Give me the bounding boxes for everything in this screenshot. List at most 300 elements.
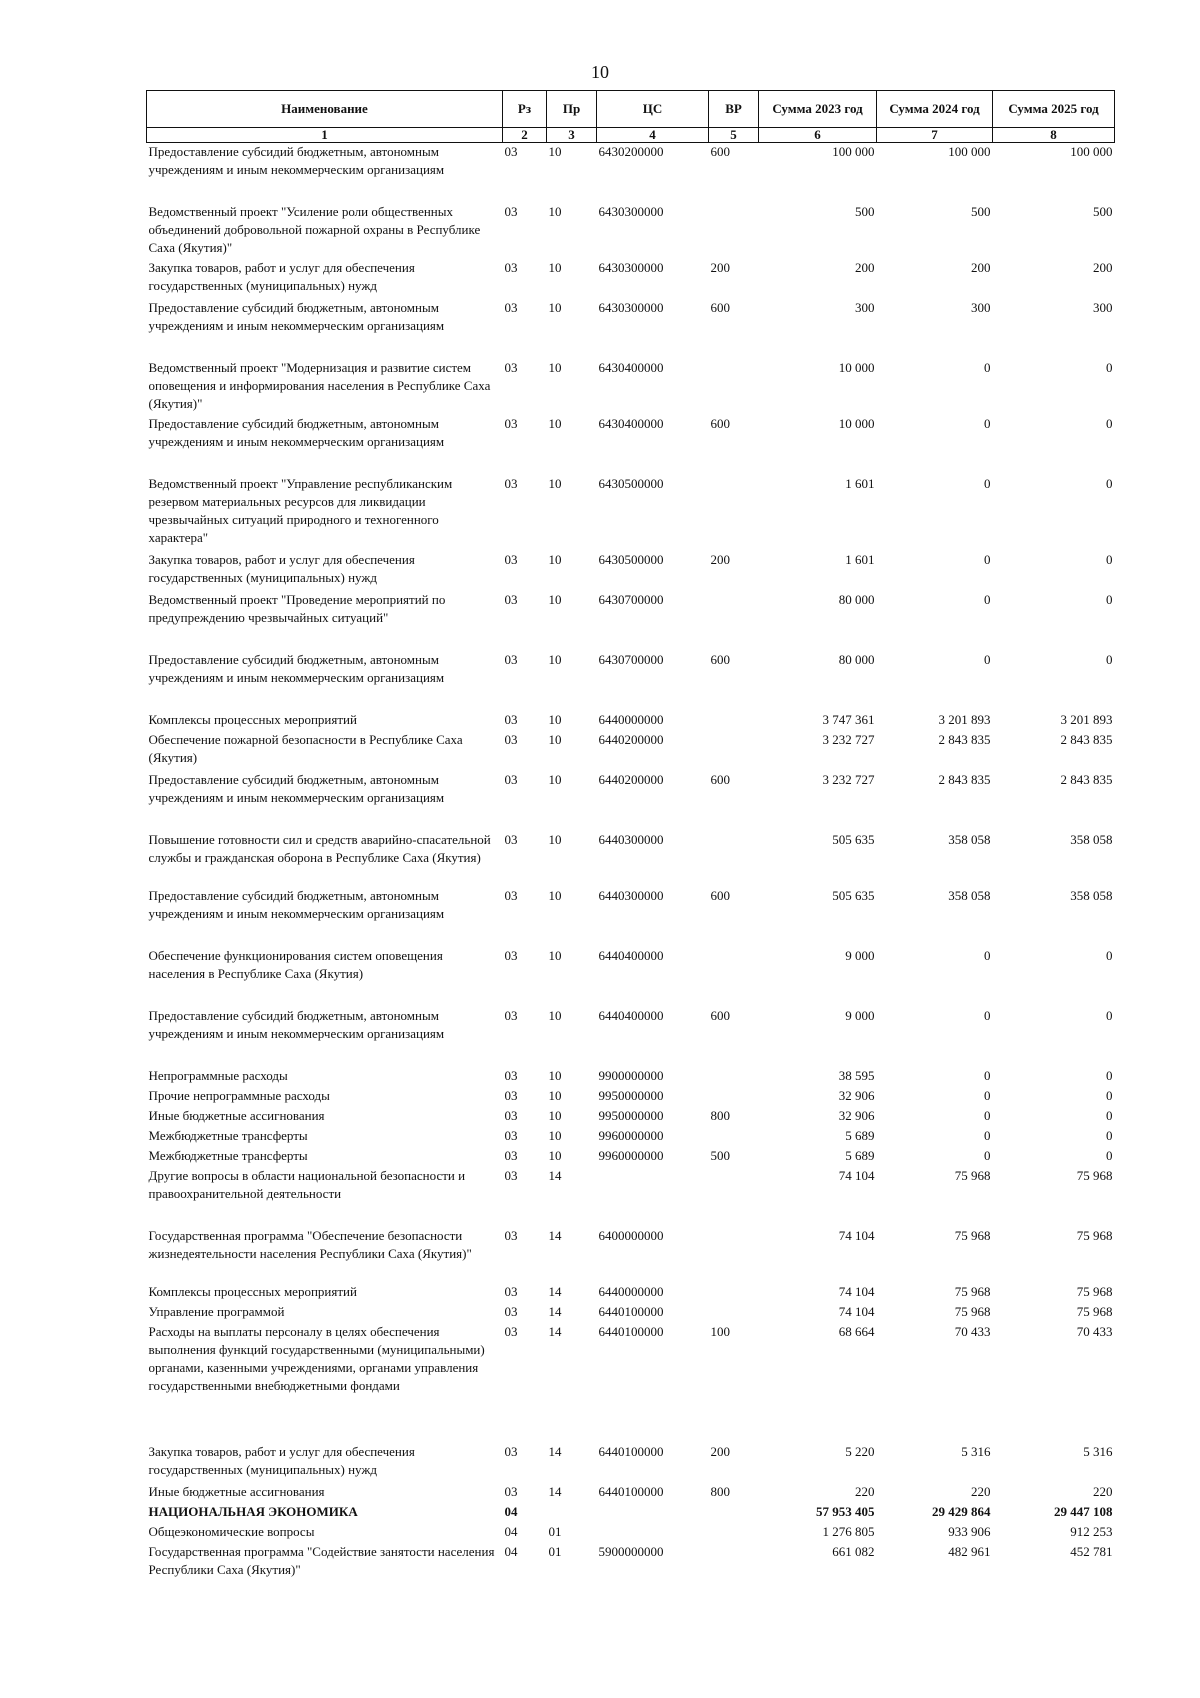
table-row xyxy=(147,831,1115,887)
header-sum-2025: Сумма 2025 год xyxy=(993,91,1115,128)
row-cs: 6430300000 xyxy=(598,259,664,275)
row-sum-2023: 9 000 xyxy=(845,1007,875,1023)
row-sum-2024: 200 xyxy=(971,259,991,275)
row-name: Закупка товаров, работ и услуг для обеспечения государственных (муниципальных) нужд xyxy=(148,1443,415,1477)
row-rz: 03 xyxy=(504,1483,518,1499)
row-name: Непрограммные расходы xyxy=(148,1067,288,1083)
row-sum-2023: 661 082 xyxy=(832,1543,875,1559)
table-row xyxy=(147,947,1115,1007)
row-sum-2024: 29 429 864 xyxy=(932,1503,991,1519)
row-name: Прочие непрограммные расходы xyxy=(148,1087,330,1103)
row-name: Ведомственный проект "Усиление роли общественных объединений добровольной пожарной охраны в Республике Саха (Якутия)" xyxy=(148,203,481,255)
row-sum-2023: 5 689 xyxy=(845,1127,875,1143)
row-sum-2023: 1 601 xyxy=(845,475,875,491)
row-pr: 14 xyxy=(548,1303,562,1319)
row-sum-2024: 70 433 xyxy=(954,1323,991,1339)
row-rz: 03 xyxy=(504,591,518,607)
row-vr xyxy=(709,1127,759,1147)
row-vr: 600 xyxy=(710,299,730,315)
row-vr: 100 xyxy=(710,1323,730,1339)
row-vr xyxy=(709,1503,759,1523)
table-row xyxy=(147,651,1115,711)
row-vr: 600 xyxy=(710,771,730,787)
table-row xyxy=(147,1067,1115,1087)
row-name: Государственная программа "Содействие занятости населения Республики Саха (Якутия)" xyxy=(148,1543,495,1577)
row-sum-2025: 29 447 108 xyxy=(1054,1503,1113,1519)
row-cs: 6440100000 xyxy=(598,1483,664,1499)
row-pr: 10 xyxy=(548,551,562,567)
row-rz: 03 xyxy=(504,1227,518,1243)
row-cs: 6400000000 xyxy=(598,1227,664,1243)
table-row xyxy=(147,1227,1115,1283)
row-sum-2025: 0 xyxy=(1106,1127,1113,1143)
row-vr: 200 xyxy=(710,1443,730,1459)
row-sum-2023: 500 xyxy=(855,203,875,219)
row-vr xyxy=(709,1087,759,1107)
row-vr xyxy=(709,591,759,651)
row-vr: 600 xyxy=(710,415,730,431)
row-name: Предоставление субсидий бюджетным, автономным учреждениям и иным некоммерческим организациям xyxy=(148,887,445,921)
row-sum-2024: 500 xyxy=(971,203,991,219)
table-row xyxy=(147,1523,1115,1543)
row-name: Обеспечение функционирования систем оповещения населения в Республике Саха (Якутия) xyxy=(148,947,443,981)
row-vr xyxy=(709,1303,759,1323)
row-sum-2025: 75 968 xyxy=(1076,1227,1113,1243)
row-sum-2023: 10 000 xyxy=(838,359,875,375)
row-rz: 03 xyxy=(504,1323,518,1339)
table-row xyxy=(147,415,1115,475)
row-sum-2023: 80 000 xyxy=(838,591,875,607)
row-rz: 03 xyxy=(504,1067,518,1083)
row-sum-2025: 300 xyxy=(1093,299,1113,315)
row-sum-2024: 0 xyxy=(984,1067,991,1083)
row-sum-2023: 5 689 xyxy=(845,1147,875,1163)
row-sum-2023: 200 xyxy=(855,259,875,275)
row-cs: 5900000000 xyxy=(598,1543,664,1559)
row-sum-2024: 0 xyxy=(984,359,991,375)
header-cs: ЦС xyxy=(597,91,709,128)
row-rz: 03 xyxy=(504,415,518,431)
column-number: 6 xyxy=(759,128,877,143)
row-cs: 6440400000 xyxy=(598,1007,664,1023)
row-pr: 10 xyxy=(548,1127,562,1143)
row-rz: 04 xyxy=(504,1543,518,1559)
row-sum-2025: 912 253 xyxy=(1070,1523,1113,1539)
row-sum-2023: 1 276 805 xyxy=(822,1523,875,1539)
table-row xyxy=(147,1443,1115,1483)
row-name: Ведомственный проект "Модернизация и развитие систем оповещения и информирования населения в Республике Саха (Якутия)" xyxy=(148,359,491,411)
row-rz: 03 xyxy=(504,731,518,747)
column-number: 5 xyxy=(709,128,759,143)
row-sum-2025: 75 968 xyxy=(1076,1283,1113,1299)
row-pr: 10 xyxy=(548,1087,562,1103)
row-cs: 6440100000 xyxy=(598,1443,664,1459)
budget-table xyxy=(146,90,1115,1583)
row-sum-2023: 505 635 xyxy=(832,831,875,847)
row-pr: 10 xyxy=(548,475,562,491)
row-rz: 03 xyxy=(504,1443,518,1459)
row-name: Расходы на выплаты персоналу в целях обеспечения выполнения функций государственными (муниципальными) органами, казенными учреждениями, органами управления государственными внебюджетными фондами xyxy=(148,1323,485,1393)
row-sum-2024: 0 xyxy=(984,1107,991,1123)
table-row xyxy=(147,1167,1115,1227)
row-sum-2025: 358 058 xyxy=(1070,887,1113,903)
row-sum-2025: 2 843 835 xyxy=(1060,771,1113,787)
row-sum-2024: 358 058 xyxy=(948,831,991,847)
row-pr: 10 xyxy=(548,415,562,431)
row-sum-2023: 32 906 xyxy=(838,1107,875,1123)
row-sum-2023: 3 232 727 xyxy=(822,771,875,787)
row-pr: 10 xyxy=(548,1007,562,1023)
row-sum-2024: 0 xyxy=(984,551,991,567)
row-name: Общеэкономические вопросы xyxy=(148,1523,315,1539)
row-cs: 6430300000 xyxy=(598,203,664,219)
page-number: 10 xyxy=(591,62,609,82)
row-cs xyxy=(597,1503,709,1523)
row-name: Предоставление субсидий бюджетным, автономным учреждениям и иным некоммерческим организациям xyxy=(148,1007,445,1041)
row-sum-2025: 358 058 xyxy=(1070,831,1113,847)
row-name: Иные бюджетные ассигнования xyxy=(148,1483,325,1499)
row-sum-2024: 75 968 xyxy=(954,1227,991,1243)
row-pr: 10 xyxy=(548,887,562,903)
row-sum-2023: 74 104 xyxy=(838,1303,875,1319)
row-sum-2025: 0 xyxy=(1106,1147,1113,1163)
row-sum-2023: 1 601 xyxy=(845,551,875,567)
row-sum-2023: 38 595 xyxy=(838,1067,875,1083)
row-pr: 10 xyxy=(548,203,562,219)
row-sum-2024: 358 058 xyxy=(948,887,991,903)
row-rz: 03 xyxy=(504,475,518,491)
table-row xyxy=(147,203,1115,259)
row-sum-2024: 0 xyxy=(984,1147,991,1163)
row-vr xyxy=(709,203,759,259)
table-row xyxy=(147,1483,1115,1503)
row-name: Управление программой xyxy=(148,1303,285,1319)
row-rz: 03 xyxy=(504,1283,518,1299)
row-sum-2024: 300 xyxy=(971,299,991,315)
row-pr: 14 xyxy=(548,1483,562,1499)
row-cs: 6440400000 xyxy=(598,947,664,963)
row-cs: 6440100000 xyxy=(598,1303,664,1319)
row-sum-2023: 5 220 xyxy=(845,1443,875,1459)
row-name: Ведомственный проект "Проведение мероприятий по предупреждению чрезвычайных ситуаций" xyxy=(148,591,446,625)
row-pr: 10 xyxy=(548,144,562,159)
row-name: НАЦИОНАЛЬНАЯ ЭКОНОМИКА xyxy=(148,1503,358,1519)
row-pr: 14 xyxy=(548,1323,562,1339)
row-vr xyxy=(709,475,759,551)
row-name: Иные бюджетные ассигнования xyxy=(148,1107,325,1123)
table-header-row xyxy=(147,91,1115,128)
column-number: 3 xyxy=(547,128,597,143)
row-rz: 03 xyxy=(504,1007,518,1023)
row-sum-2025: 75 968 xyxy=(1076,1167,1113,1183)
row-sum-2025: 0 xyxy=(1106,1087,1113,1103)
row-cs: 6430700000 xyxy=(598,651,664,667)
row-sum-2023: 3 232 727 xyxy=(822,731,875,747)
table-row xyxy=(147,259,1115,299)
row-vr: 200 xyxy=(710,551,730,567)
row-sum-2024: 2 843 835 xyxy=(938,771,991,787)
row-name: Обеспечение пожарной безопасности в Республике Саха (Якутия) xyxy=(148,731,463,765)
row-sum-2024: 0 xyxy=(984,1007,991,1023)
row-cs: 6440200000 xyxy=(598,731,664,747)
row-cs: 6440300000 xyxy=(598,887,664,903)
row-vr xyxy=(709,359,759,415)
row-vr xyxy=(709,1167,759,1227)
row-cs: 6440200000 xyxy=(598,771,664,787)
row-rz: 03 xyxy=(504,299,518,315)
row-sum-2025: 5 316 xyxy=(1083,1443,1113,1459)
column-number: 4 xyxy=(597,128,709,143)
row-sum-2023: 74 104 xyxy=(838,1283,875,1299)
row-pr: 10 xyxy=(548,1147,562,1163)
row-sum-2024: 5 316 xyxy=(961,1443,991,1459)
row-name: Закупка товаров, работ и услуг для обеспечения государственных (муниципальных) нужд xyxy=(148,259,415,293)
row-sum-2023: 57 953 405 xyxy=(816,1503,875,1519)
row-sum-2024: 2 843 835 xyxy=(938,731,991,747)
row-vr: 600 xyxy=(710,887,730,903)
row-pr: 10 xyxy=(548,259,562,275)
row-vr: 800 xyxy=(710,1107,730,1123)
table-row xyxy=(147,1127,1115,1147)
row-cs xyxy=(597,1167,709,1227)
row-sum-2023: 9 000 xyxy=(845,947,875,963)
row-pr: 14 xyxy=(548,1167,562,1183)
row-vr xyxy=(709,711,759,731)
row-rz: 03 xyxy=(504,359,518,375)
row-cs: 9950000000 xyxy=(598,1107,664,1123)
table-row xyxy=(147,1323,1115,1443)
row-name: Ведомственный проект "Управление республиканским резервом материальных ресурсов для ликвидации чрезвычайных ситуаций природного и техногенного характера" xyxy=(148,475,453,545)
table-row xyxy=(147,143,1115,203)
row-sum-2024: 100 000 xyxy=(948,144,991,159)
row-sum-2023: 74 104 xyxy=(838,1167,875,1183)
row-sum-2025: 70 433 xyxy=(1076,1323,1113,1339)
row-pr: 10 xyxy=(548,1107,562,1123)
row-rz: 03 xyxy=(504,259,518,275)
row-cs: 6440300000 xyxy=(598,831,664,847)
row-vr xyxy=(709,831,759,887)
row-cs: 6430200000 xyxy=(598,144,664,159)
row-sum-2025: 500 xyxy=(1093,203,1113,219)
row-pr: 10 xyxy=(548,831,562,847)
row-rz: 03 xyxy=(504,144,518,159)
row-rz: 03 xyxy=(504,711,518,727)
column-number: 2 xyxy=(503,128,547,143)
table-row xyxy=(147,1303,1115,1323)
header-sum-2024: Сумма 2024 год xyxy=(877,91,993,128)
row-sum-2025: 75 968 xyxy=(1076,1303,1113,1319)
row-rz: 03 xyxy=(504,1127,518,1143)
row-sum-2025: 0 xyxy=(1106,415,1113,431)
row-sum-2023: 100 000 xyxy=(832,144,875,159)
table-row xyxy=(147,475,1115,551)
table-body xyxy=(147,143,1115,1583)
row-cs: 6440100000 xyxy=(598,1323,664,1339)
row-rz: 04 xyxy=(504,1523,518,1539)
row-name: Предоставление субсидий бюджетным, автономным учреждениям и иным некоммерческим организациям xyxy=(148,651,445,685)
row-name: Предоставление субсидий бюджетным, автономным учреждениям и иным некоммерческим организациям xyxy=(148,299,445,333)
row-sum-2024: 220 xyxy=(971,1483,991,1499)
column-number: 7 xyxy=(877,128,993,143)
row-pr: 01 xyxy=(548,1543,562,1559)
column-number: 8 xyxy=(993,128,1115,143)
table-row xyxy=(147,731,1115,771)
row-sum-2023: 32 906 xyxy=(838,1087,875,1103)
row-cs xyxy=(597,1523,709,1543)
row-sum-2024: 933 906 xyxy=(948,1523,991,1539)
row-name: Предоставление субсидий бюджетным, автономным учреждениям и иным некоммерческим организациям xyxy=(148,771,445,805)
header-name: Наименование xyxy=(147,91,503,128)
row-rz: 03 xyxy=(504,887,518,903)
row-sum-2024: 75 968 xyxy=(954,1167,991,1183)
row-sum-2024: 75 968 xyxy=(954,1303,991,1319)
row-rz: 04 xyxy=(504,1503,518,1519)
row-sum-2025: 0 xyxy=(1106,1107,1113,1123)
row-rz: 03 xyxy=(504,1107,518,1123)
row-sum-2024: 0 xyxy=(984,415,991,431)
row-pr: 14 xyxy=(548,1283,562,1299)
row-sum-2023: 505 635 xyxy=(832,887,875,903)
row-rz: 03 xyxy=(504,551,518,567)
row-sum-2025: 0 xyxy=(1106,551,1113,567)
table-row xyxy=(147,887,1115,947)
row-rz: 03 xyxy=(504,651,518,667)
table-row xyxy=(147,299,1115,359)
row-sum-2025: 2 843 835 xyxy=(1060,731,1113,747)
row-sum-2025: 0 xyxy=(1106,947,1113,963)
row-pr: 10 xyxy=(548,711,562,727)
row-cs: 9950000000 xyxy=(598,1087,664,1103)
row-sum-2024: 3 201 893 xyxy=(938,711,991,727)
row-pr xyxy=(547,1503,597,1523)
row-vr: 600 xyxy=(710,651,730,667)
table-row xyxy=(147,771,1115,831)
row-sum-2025: 452 781 xyxy=(1070,1543,1113,1559)
row-pr: 10 xyxy=(548,731,562,747)
row-sum-2025: 0 xyxy=(1106,591,1113,607)
row-pr: 10 xyxy=(548,359,562,375)
table-row xyxy=(147,1283,1115,1303)
row-pr: 10 xyxy=(548,771,562,787)
row-vr xyxy=(709,1227,759,1283)
row-vr: 200 xyxy=(710,259,730,275)
row-name: Закупка товаров, работ и услуг для обеспечения государственных (муниципальных) нужд xyxy=(148,551,415,585)
row-sum-2024: 482 961 xyxy=(948,1543,991,1559)
row-sum-2025: 100 000 xyxy=(1070,144,1113,159)
row-sum-2023: 300 xyxy=(855,299,875,315)
row-rz: 03 xyxy=(504,947,518,963)
table-row xyxy=(147,1007,1115,1067)
table-row xyxy=(147,591,1115,651)
table-row xyxy=(147,711,1115,731)
row-vr: 600 xyxy=(710,144,730,159)
row-name: Другие вопросы в области национальной безопасности и правоохранительной деятельности xyxy=(148,1167,466,1201)
row-sum-2024: 0 xyxy=(984,651,991,667)
row-pr: 14 xyxy=(548,1227,562,1243)
header-rz: Рз xyxy=(503,91,547,128)
row-cs: 6430500000 xyxy=(598,475,664,491)
row-sum-2025: 200 xyxy=(1093,259,1113,275)
row-vr: 600 xyxy=(710,1007,730,1023)
row-name: Межбюджетные трансферты xyxy=(148,1127,308,1143)
row-name: Предоставление субсидий бюджетным, автономным учреждениям и иным некоммерческим организациям xyxy=(148,415,445,449)
table-row xyxy=(147,1147,1115,1167)
row-sum-2024: 0 xyxy=(984,947,991,963)
column-number: 1 xyxy=(147,128,503,143)
row-sum-2023: 80 000 xyxy=(838,651,875,667)
row-vr xyxy=(709,1067,759,1087)
row-sum-2023: 68 664 xyxy=(838,1323,875,1339)
row-rz: 03 xyxy=(504,771,518,787)
row-rz: 03 xyxy=(504,1303,518,1319)
row-pr: 10 xyxy=(548,1067,562,1083)
row-name: Государственная программа "Обеспечение безопасности жизнедеятельности населения Республики Саха (Якутия)" xyxy=(148,1227,472,1261)
row-sum-2023: 74 104 xyxy=(838,1227,875,1243)
row-cs: 6430700000 xyxy=(598,591,664,607)
row-cs: 6430400000 xyxy=(598,415,664,431)
row-vr: 800 xyxy=(710,1483,730,1499)
row-sum-2025: 220 xyxy=(1093,1483,1113,1499)
row-vr xyxy=(709,1543,759,1583)
row-pr: 10 xyxy=(548,591,562,607)
row-name: Повышение готовности сил и средств аварийно-спасательной службы и гражданская оборона в Республике Саха (Якутия) xyxy=(148,831,491,865)
row-rz: 03 xyxy=(504,1087,518,1103)
row-sum-2025: 0 xyxy=(1106,359,1113,375)
table-row xyxy=(147,1087,1115,1107)
table-row xyxy=(147,551,1115,591)
row-pr: 10 xyxy=(548,299,562,315)
row-pr: 10 xyxy=(548,651,562,667)
table-row xyxy=(147,359,1115,415)
row-sum-2023: 220 xyxy=(855,1483,875,1499)
row-rz: 03 xyxy=(504,203,518,219)
row-sum-2024: 0 xyxy=(984,1127,991,1143)
row-sum-2023: 3 747 361 xyxy=(822,711,875,727)
row-name: Предоставление субсидий бюджетным, автономным учреждениям и иным некоммерческим организациям xyxy=(148,144,445,177)
row-cs: 6430400000 xyxy=(598,359,664,375)
row-sum-2024: 0 xyxy=(984,1087,991,1103)
row-sum-2024: 0 xyxy=(984,475,991,491)
row-vr xyxy=(709,1283,759,1303)
table-row xyxy=(147,1543,1115,1583)
row-pr: 01 xyxy=(548,1523,562,1539)
row-sum-2024: 0 xyxy=(984,591,991,607)
row-sum-2025: 0 xyxy=(1106,1007,1113,1023)
row-name: Межбюджетные трансферты xyxy=(148,1147,308,1163)
header-vr: ВР xyxy=(709,91,759,128)
row-cs: 9960000000 xyxy=(598,1127,664,1143)
row-vr: 500 xyxy=(710,1147,730,1163)
column-number-row xyxy=(147,128,1115,143)
row-cs: 6430500000 xyxy=(598,551,664,567)
row-pr: 14 xyxy=(548,1443,562,1459)
row-cs: 6440000000 xyxy=(598,1283,664,1299)
row-name: Комплексы процессных мероприятий xyxy=(148,711,357,727)
row-rz: 03 xyxy=(504,1147,518,1163)
header-pr: Пр xyxy=(547,91,597,128)
row-sum-2025: 3 201 893 xyxy=(1060,711,1113,727)
row-pr: 10 xyxy=(548,947,562,963)
table-row xyxy=(147,1503,1115,1523)
row-name: Комплексы процессных мероприятий xyxy=(148,1283,357,1299)
table-row xyxy=(147,1107,1115,1127)
header-sum-2023: Сумма 2023 год xyxy=(759,91,877,128)
row-cs: 6430300000 xyxy=(598,299,664,315)
row-sum-2025: 0 xyxy=(1106,1067,1113,1083)
row-sum-2025: 0 xyxy=(1106,475,1113,491)
row-rz: 03 xyxy=(504,1167,518,1183)
row-rz: 03 xyxy=(504,831,518,847)
